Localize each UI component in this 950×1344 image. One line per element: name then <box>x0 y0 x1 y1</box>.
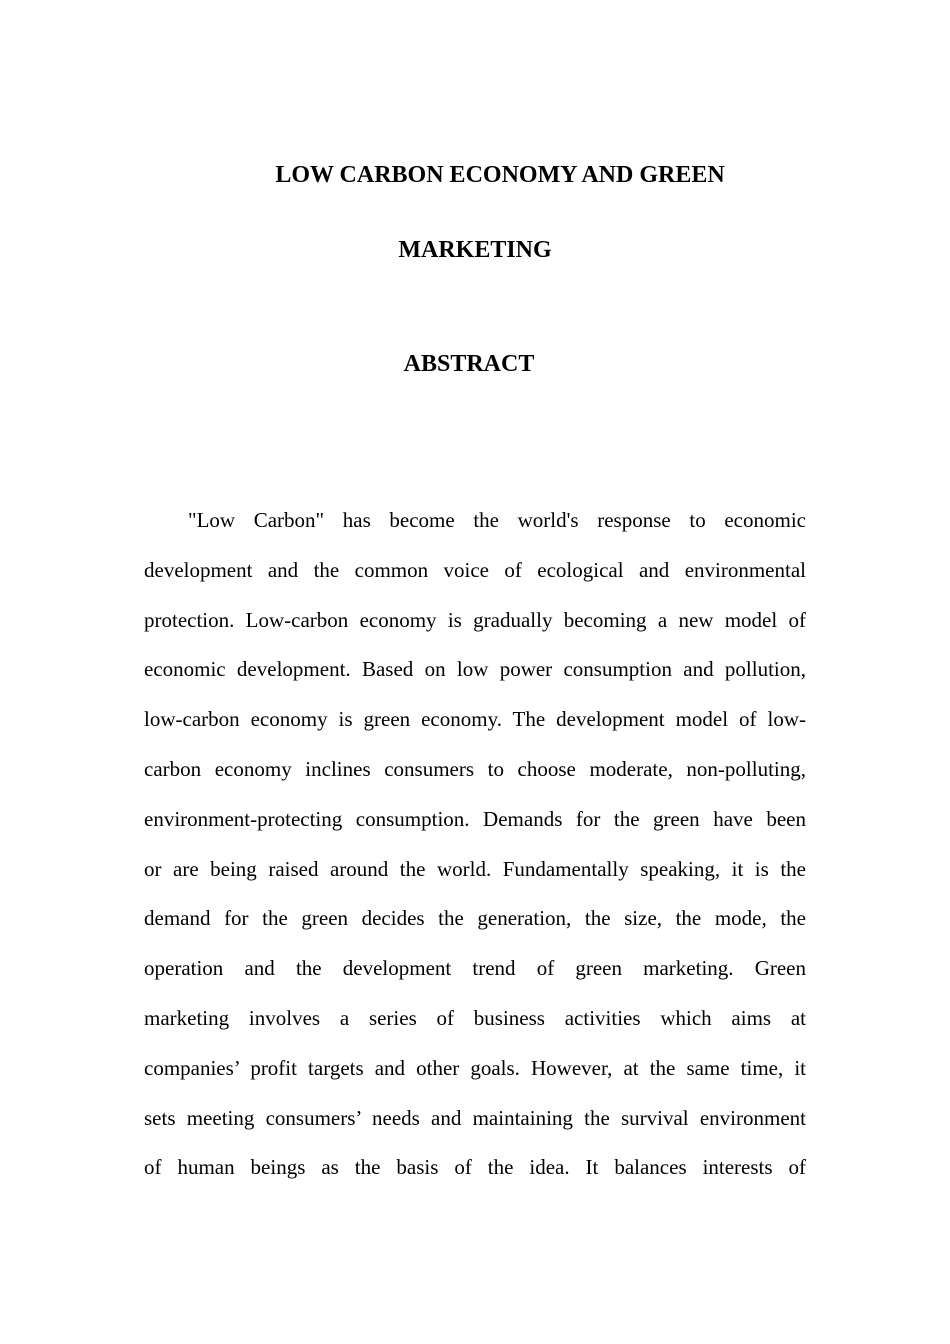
abstract-line: development and the common voice of ecological and environmental <box>144 557 806 582</box>
abstract-line: companies’ profit targets and other goals. However, at the same time, it <box>144 1055 806 1080</box>
abstract-heading: ABSTRACT <box>403 351 535 377</box>
abstract-line: protection. Low-carbon economy is gradually becoming a new model of <box>144 607 806 632</box>
abstract-line: sets meeting consumers’ needs and maintaining the survival environment <box>144 1105 806 1130</box>
abstract-line: "Low Carbon" has become the world's response to economic <box>188 508 806 532</box>
abstract-line: operation and the development trend of green marketing. Green <box>144 956 806 981</box>
abstract-line: economic development. Based on low power consumption and pollution, <box>144 657 806 682</box>
abstract-line: marketing involves a series of business activities which aims at <box>144 1005 806 1030</box>
abstract-body <box>144 496 806 1193</box>
abstract-line: or are being raised around the world. Fundamentally speaking, it is the <box>144 856 806 881</box>
document-title-line-2: MARKETING <box>398 237 552 263</box>
abstract-line: environment-protecting consumption. Demands for the green have been <box>144 806 806 831</box>
abstract-line: demand for the green decides the generation, the size, the mode, the <box>144 906 806 931</box>
abstract-line: low-carbon economy is green economy. The development model of low- <box>144 707 806 732</box>
abstract-line: of human beings as the basis of the idea. It balances interests of <box>144 1155 806 1180</box>
abstract-line: carbon economy inclines consumers to choose moderate, non-polluting, <box>144 756 806 781</box>
document-title-line-1: LOW CARBON ECONOMY AND GREEN <box>275 162 725 188</box>
